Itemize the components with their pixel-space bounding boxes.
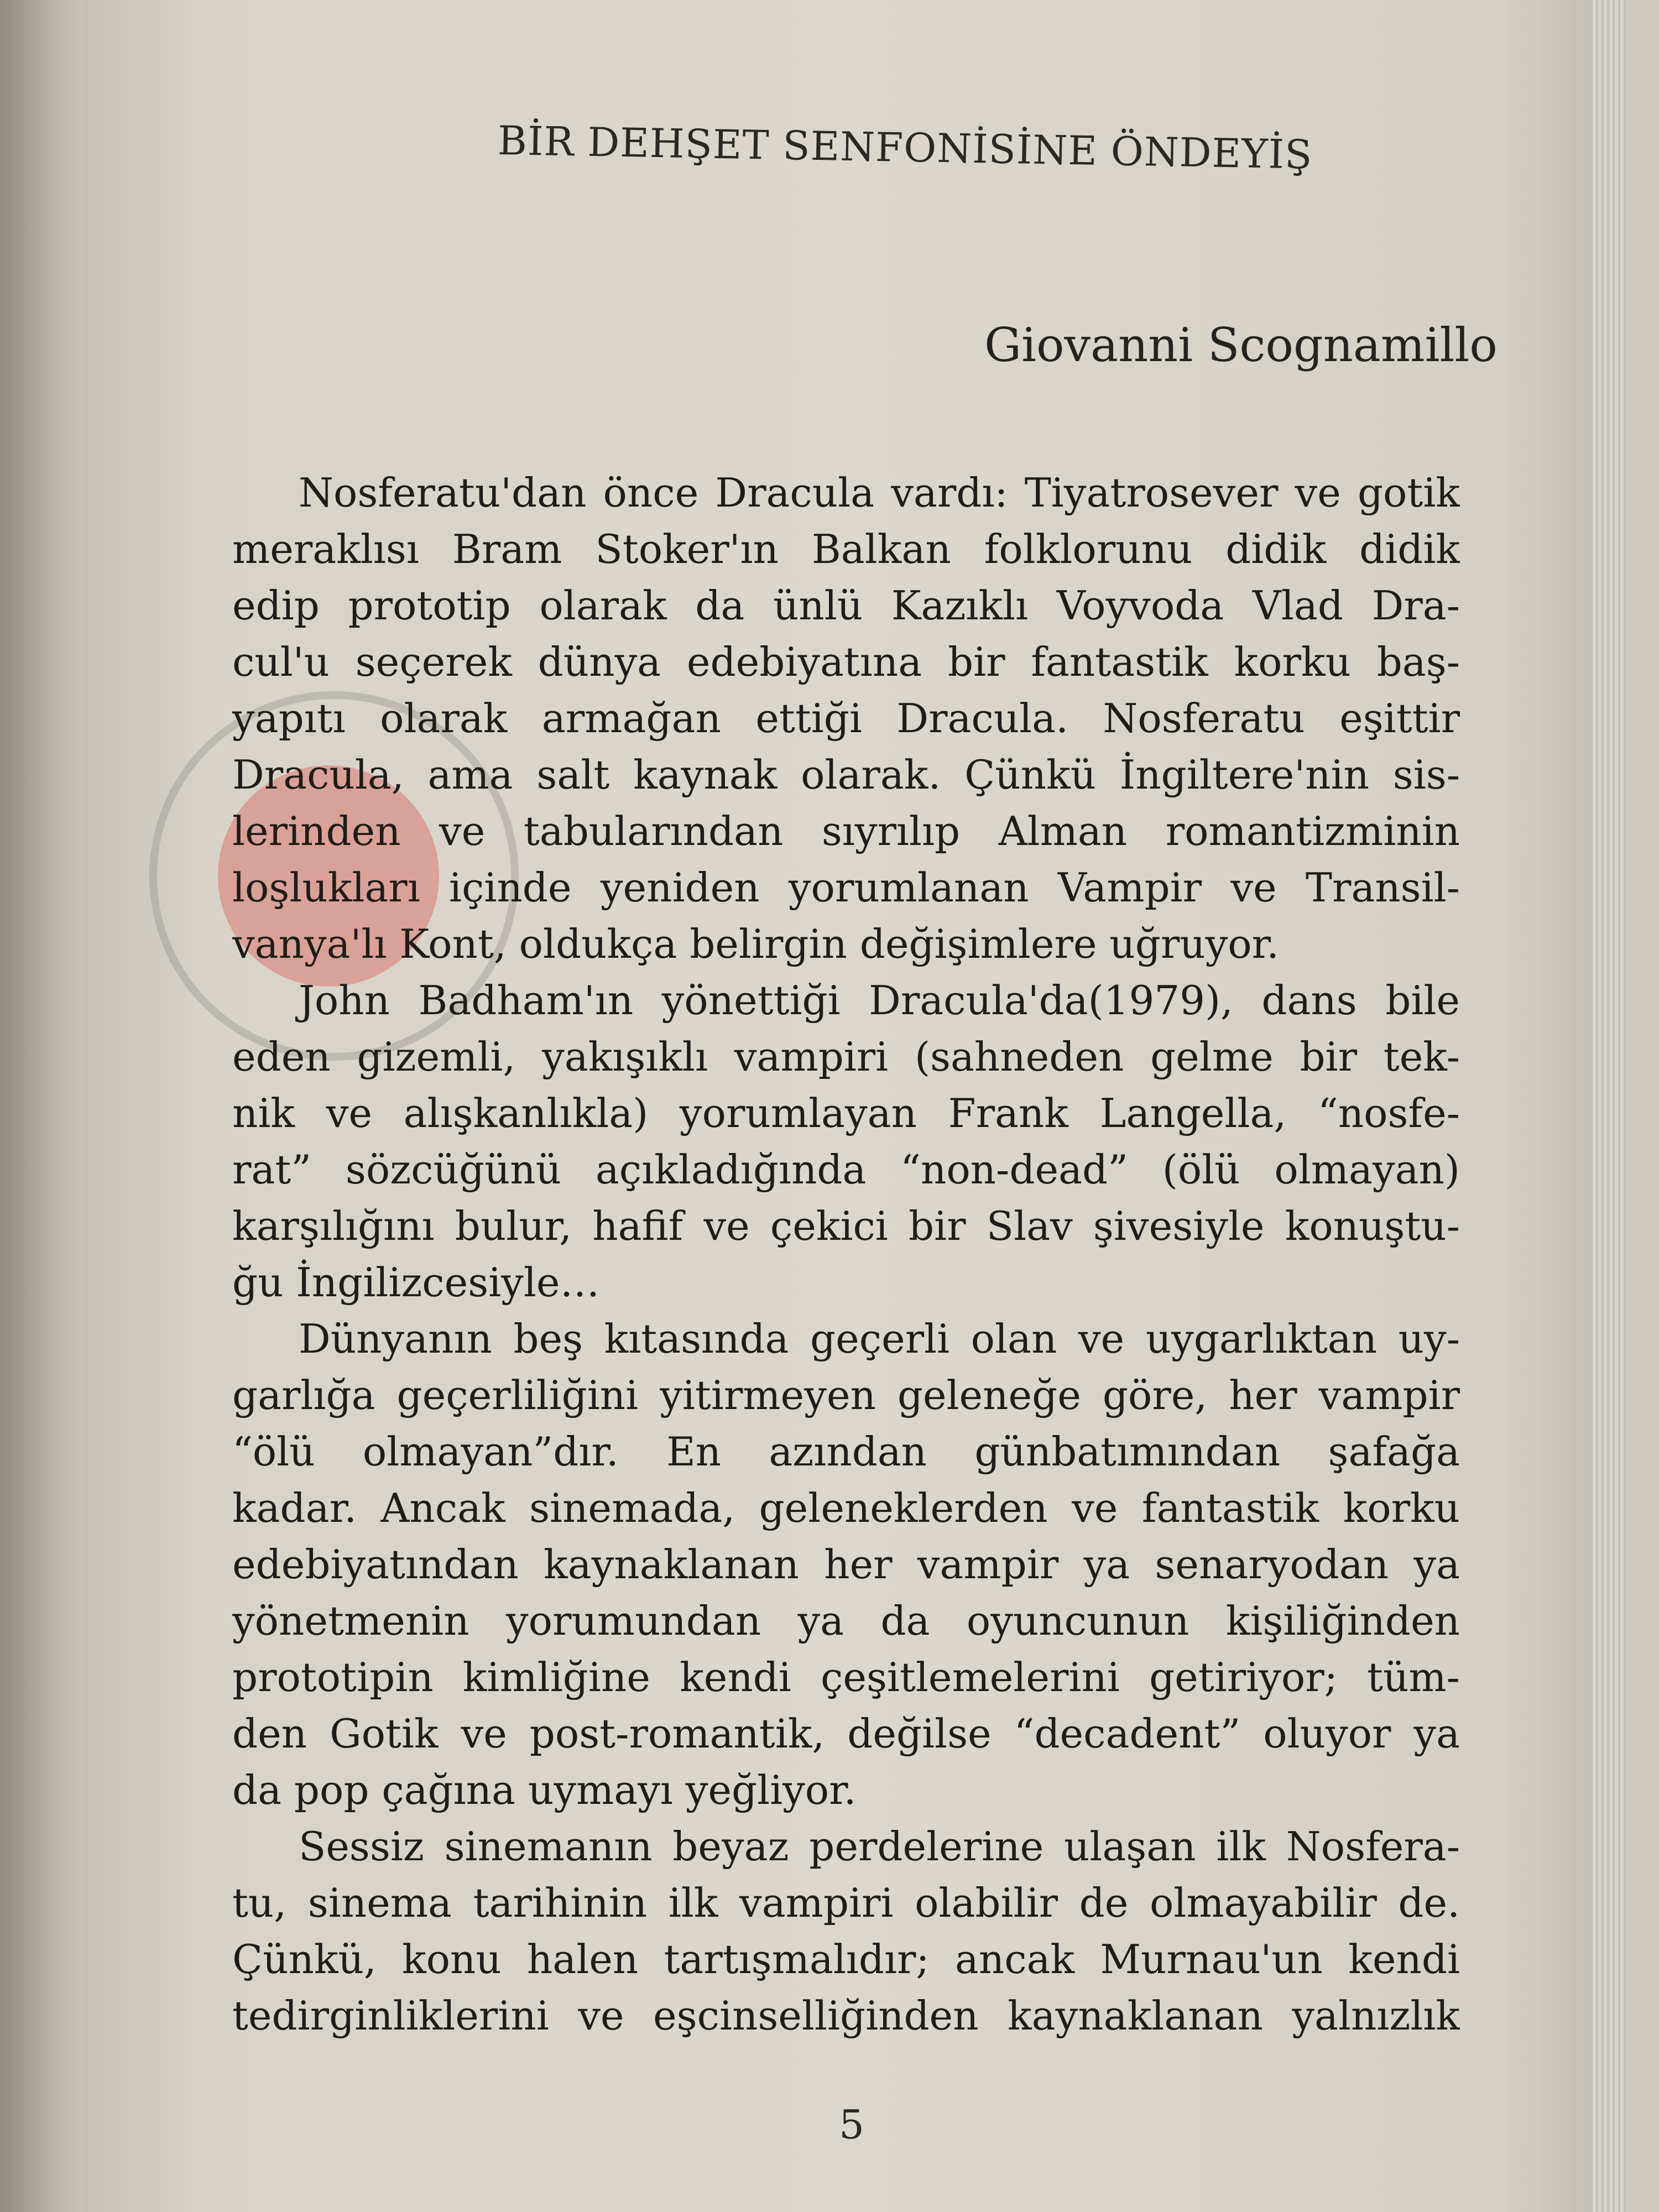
text-line: den Gotik ve post-romantik, değilse “decadent” oluyor ya — [232, 1710, 1460, 1757]
text-line: loşlukları içinde yeniden yorumlanan Vampir ve Transil- — [232, 864, 1460, 911]
page-number: 5 — [839, 2101, 864, 2148]
text-line: “ölü olmayan”dır. En azından günbatımından şafağa — [232, 1428, 1460, 1475]
text-line: Nosferatu'dan önce Dracula vardı: Tiyatrosever ve gotik — [299, 469, 1460, 516]
text-line: yönetmenin yorumundan ya da oyuncunun kişiliğinden — [232, 1598, 1460, 1644]
text-line: prototipin kimliğine kendi çeşitlemelerini getiriyor; tüm- — [232, 1654, 1460, 1700]
text-line: garlığa geçerliliğini yitirmeyen geleneğe göre, her vampir — [232, 1372, 1460, 1418]
body-text — [232, 465, 1460, 2044]
text-line: Sessiz sinemanın beyaz perdelerine ulaşan ilk Nosfera- — [299, 1823, 1460, 1870]
text-line: eden gizemli, yakışıklı vampiri (sahneden gelme bir tek- — [232, 1034, 1460, 1080]
text-line: Dünyanın beş kıtasında geçerli olan ve uygarlıktan uy- — [299, 1316, 1460, 1362]
text-line: John Badham'ın yönettiği Dracula'da(1979), dans bile — [299, 977, 1460, 1024]
text-line: ğu İngilizcesiyle… — [232, 1259, 600, 1306]
text-line: vanya'lı Kont, oldukça belirgin değişimlere uğruyor. — [232, 921, 1280, 967]
book-spine-shadow — [0, 0, 83, 2212]
text-line: Çünkü, konu halen tartışmalıdır; ancak Murnau'un kendi — [232, 1936, 1460, 1983]
text-line: tedirginliklerini ve eşcinselliğinden kaynaklanan yalnızlık — [232, 1992, 1460, 2039]
text-line: da pop çağına uymayı yeğliyor. — [232, 1767, 857, 1813]
text-line: nik ve alışkanlıkla) yorumlayan Frank Langella, “nosfe- — [232, 1090, 1460, 1136]
text-line: meraklısı Bram Stoker'ın Balkan folklorunu didik didik — [232, 526, 1460, 572]
author-name: Giovanni Scognamillo — [984, 318, 1498, 372]
text-line: edebiyatından kaynaklanan her vampir ya senaryodan ya — [232, 1541, 1460, 1588]
text-line: kadar. Ancak sinemada, geleneklerden ve fantastik korku — [232, 1485, 1460, 1531]
text-line: rat” sözcüğünü açıkladığında “non-dead” (ölü olmayan) — [232, 1146, 1460, 1193]
text-line: yapıtı olarak armağan ettiği Dracula. Nosferatu eşittir — [232, 695, 1460, 742]
page-edges — [1593, 0, 1626, 2212]
chapter-heading: BİR DEHŞET SENFONİSİNE ÖNDEYİŞ — [497, 117, 1313, 178]
text-line: lerinden ve tabularından sıyrılıp Alman romantizminin — [232, 808, 1460, 854]
text-line: edip prototip olarak da ünlü Kazıklı Voyvoda Vlad Dra- — [232, 582, 1460, 629]
text-line: cul'u seçerek dünya edebiyatına bir fantastik korku baş- — [232, 639, 1460, 685]
text-line: Dracula, ama salt kaynak olarak. Çünkü İngiltere'nin sis- — [232, 752, 1460, 798]
text-line: tu, sinema tarihinin ilk vampiri olabilir de olmayabilir de. — [232, 1880, 1460, 1926]
text-line: karşılığını bulur, hafif ve çekici bir Slav şivesiyle konuştu- — [232, 1203, 1460, 1249]
